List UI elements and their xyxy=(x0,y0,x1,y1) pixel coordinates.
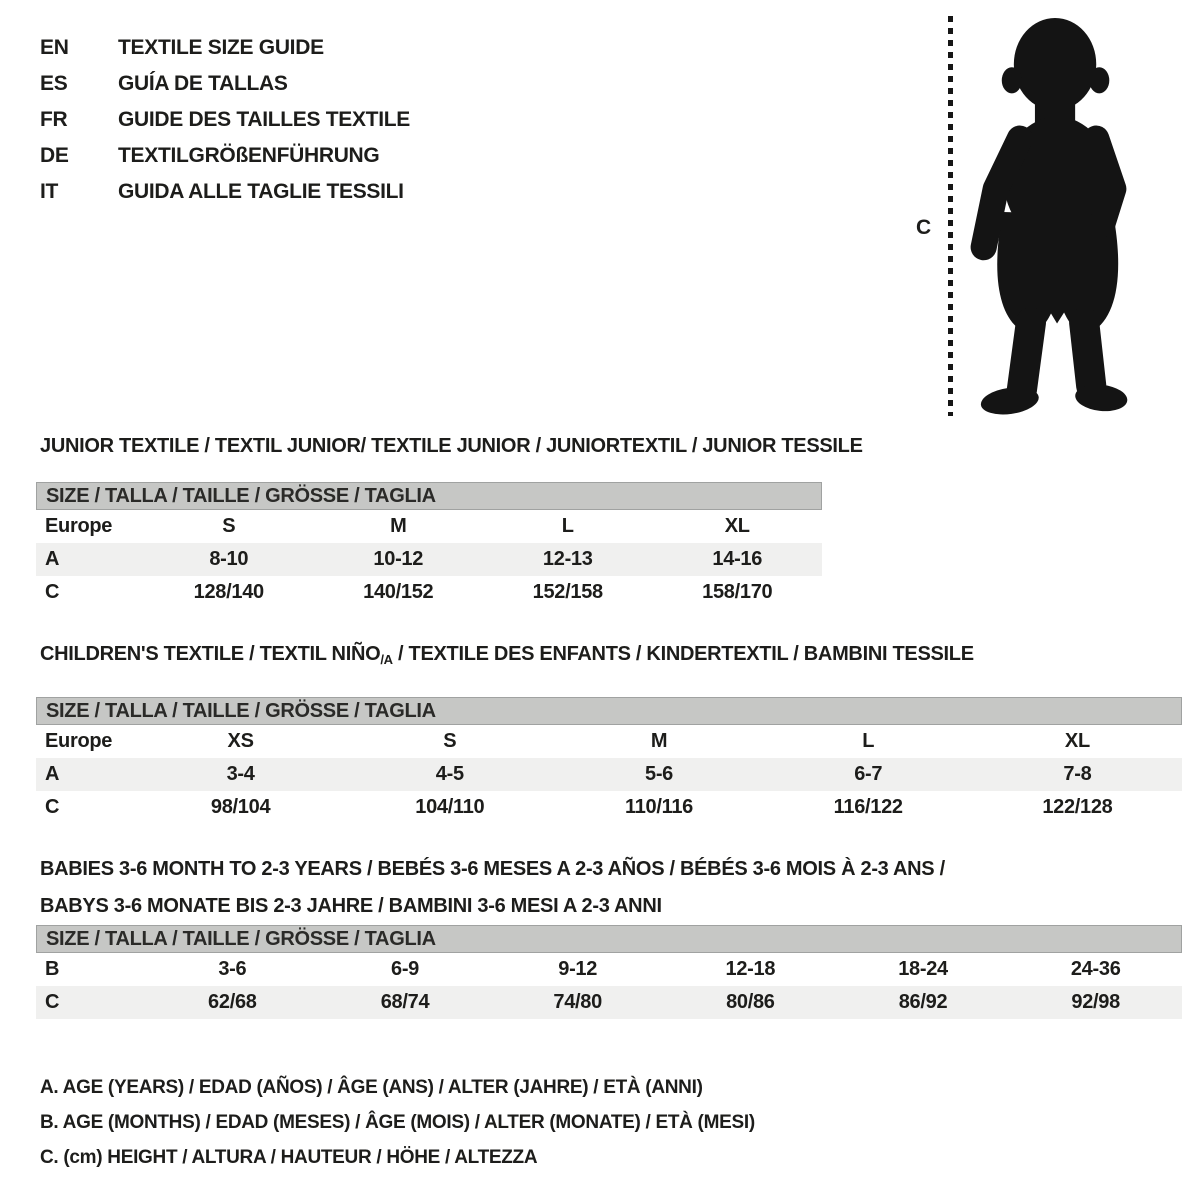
value-cell: L xyxy=(862,730,875,752)
language-code: ES xyxy=(40,72,68,95)
value-cell: 18-24 xyxy=(898,958,948,980)
footnote-line: C. (cm) HEIGHT / ALTURA / HAUTEUR / HÖHE / ALTEZZA xyxy=(40,1147,538,1168)
section-title xyxy=(36,851,1182,888)
language-list xyxy=(40,30,410,210)
toddler-silhouette-icon xyxy=(962,16,1134,418)
value-cell: S xyxy=(222,515,236,537)
title-text: JUNIOR TEXTILE / TEXTIL JUNIOR/ TEXTILE JUNIOR / JUNIORTEXTIL / JUNIOR TESSILE xyxy=(40,435,863,457)
language-label: GUIDA ALLE TAGLIE TESSILI xyxy=(118,180,404,203)
value-cell: 98/104 xyxy=(210,796,271,818)
language-row xyxy=(40,138,410,174)
title-text: / TEXTILE DES ENFANTS / KINDERTEXTIL / BAMBINI TESSILE xyxy=(392,643,974,665)
row-label-cell: A xyxy=(45,548,60,570)
title-text: /A xyxy=(380,652,393,667)
value-cell: 128/140 xyxy=(193,581,264,603)
table-rows xyxy=(36,953,1182,1019)
language-row xyxy=(40,102,410,138)
language-label: TEXTILGRÖßENFÜHRUNG xyxy=(118,144,380,167)
value-cell: 158/170 xyxy=(702,581,773,603)
value-cell: 7-8 xyxy=(1063,763,1092,785)
language-row xyxy=(40,30,410,66)
row-label-cell: C xyxy=(45,796,60,818)
value-cell: 14-16 xyxy=(712,548,763,570)
value-cell: 8-10 xyxy=(209,548,249,570)
value-cell: 4-5 xyxy=(435,763,464,785)
value-cell: 12-18 xyxy=(725,958,776,980)
language-code: FR xyxy=(40,108,68,131)
section-title xyxy=(36,435,863,457)
value-cell: 12-13 xyxy=(542,548,593,570)
value-cell: M xyxy=(390,515,407,537)
table-row xyxy=(36,953,1182,986)
value-cell: S xyxy=(443,730,457,752)
table-rows xyxy=(36,510,822,609)
section-title xyxy=(36,643,1182,671)
value-cell: M xyxy=(650,730,668,752)
row-label-cell: Europe xyxy=(45,730,113,752)
table-row xyxy=(36,758,1182,791)
title-text: CHILDREN'S TEXTILE / TEXTIL NIÑO xyxy=(40,643,381,665)
size-table xyxy=(36,925,1182,1019)
row-label-cell: B xyxy=(45,958,60,980)
size-table xyxy=(36,697,1182,824)
value-cell: 86/92 xyxy=(898,991,948,1013)
value-cell: 10-12 xyxy=(373,548,424,570)
footnote-legend xyxy=(40,1070,755,1175)
table-row xyxy=(36,791,1182,824)
value-cell: 62/68 xyxy=(208,991,257,1013)
value-cell: 80/86 xyxy=(726,991,775,1013)
table-row xyxy=(36,986,1182,1019)
language-row xyxy=(40,174,410,210)
section-childrens-textile xyxy=(36,643,1182,824)
title-text: BABYS 3-6 MONATE BIS 2-3 JAHRE / BAMBINI 3-6 MESI A 2-3 ANNI xyxy=(40,895,662,917)
row-label-cell: C xyxy=(45,991,60,1013)
language-label: GUÍA DE TALLAS xyxy=(118,72,288,95)
value-cell: 110/116 xyxy=(625,796,693,818)
value-cell: XS xyxy=(227,730,254,752)
size-header-bar: SIZE / TALLA / TAILLE / GRÖSSE / TAGLIA xyxy=(36,925,1182,953)
row-label-cell: C xyxy=(45,581,60,603)
value-cell: 122/128 xyxy=(1042,796,1113,818)
section-title xyxy=(36,888,1182,925)
footnote-line: B. AGE (MONTHS) / EDAD (MESES) / ÂGE (MOIS) / ALTER (MONATE) / ETÀ (MESI) xyxy=(40,1112,755,1133)
table-row xyxy=(36,576,822,609)
size-header-bar: SIZE / TALLA / TAILLE / GRÖSSE / TAGLIA xyxy=(36,482,822,510)
value-cell: 92/98 xyxy=(1071,991,1120,1013)
section-babies-textile xyxy=(36,851,1182,1019)
language-row xyxy=(40,66,410,102)
value-cell: L xyxy=(561,515,574,537)
table-row xyxy=(36,543,822,576)
value-cell: 140/152 xyxy=(363,581,434,603)
language-label: TEXTILE SIZE GUIDE xyxy=(118,36,324,59)
value-cell: 24-36 xyxy=(1070,958,1121,980)
value-cell: 104/110 xyxy=(415,796,485,818)
title-text: BABIES 3-6 MONTH TO 2-3 YEARS / BEBÉS 3-6 MESES A 2-3 AÑOS / BÉBÉS 3-6 MOIS À 2-3 ANS / xyxy=(40,858,945,880)
value-cell: 116/122 xyxy=(833,796,903,818)
footnote-line: A. AGE (YEARS) / EDAD (AÑOS) / ÂGE (ANS) / ALTER (JAHRE) / ETÀ (ANNI) xyxy=(40,1077,703,1098)
height-measure-dashed-line xyxy=(948,16,953,416)
size-header-bar: SIZE / TALLA / TAILLE / GRÖSSE / TAGLIA xyxy=(36,697,1182,725)
value-cell: 9-12 xyxy=(558,958,598,980)
row-label-cell: Europe xyxy=(45,515,113,537)
table-rows xyxy=(36,725,1182,824)
value-cell: 6-9 xyxy=(391,958,420,980)
value-cell: 74/80 xyxy=(553,991,602,1013)
row-label-cell: A xyxy=(45,763,60,785)
value-cell: 6-7 xyxy=(854,763,883,785)
section-junior-textile xyxy=(36,435,863,609)
value-cell: 5-6 xyxy=(645,763,674,785)
value-cell: 152/158 xyxy=(532,581,603,603)
language-label: GUIDE DES TAILLES TEXTILE xyxy=(118,108,410,131)
table-row xyxy=(36,725,1182,758)
language-code: EN xyxy=(40,36,69,59)
language-code: DE xyxy=(40,144,69,167)
height-measure-label: C xyxy=(916,216,932,239)
value-cell: XL xyxy=(1064,730,1090,752)
value-cell: 68/74 xyxy=(380,991,430,1013)
size-table xyxy=(36,482,822,609)
table-row xyxy=(36,510,822,543)
language-code: IT xyxy=(40,180,59,203)
value-cell: 3-4 xyxy=(226,763,255,785)
value-cell: 3-6 xyxy=(218,958,247,980)
value-cell: XL xyxy=(724,515,750,537)
